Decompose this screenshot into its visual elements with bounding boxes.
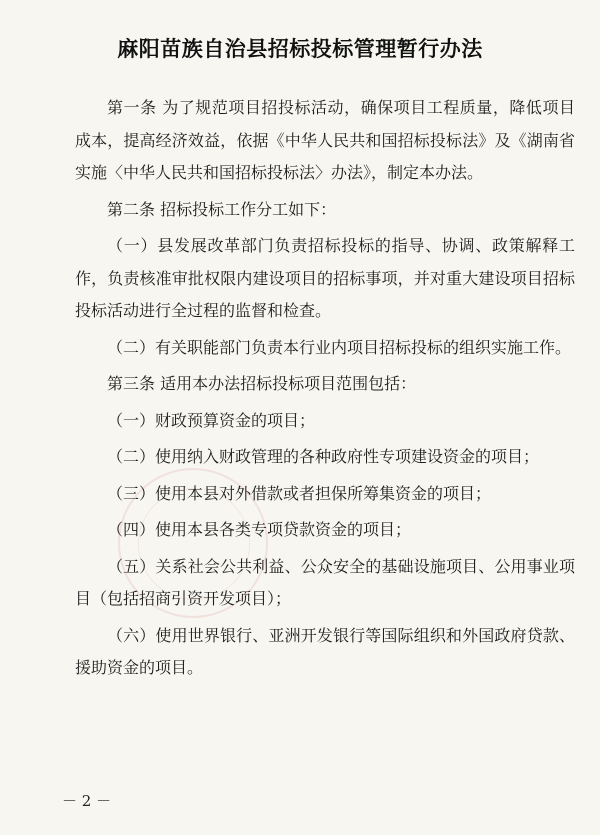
- article-3-item-6: （六）使用世界银行、亚洲开发银行等国际组织和外国政府贷款、援助资金的项目。: [75, 625, 575, 677]
- article-3-item-2: （二）使用纳入财政管理的各种政府性专项建设资金的项目；: [107, 447, 540, 466]
- article-3-item-5: （五）关系社会公共利益、公众安全的基础设施项目、公用事业项目（包括招商引资开发项目）；: [75, 556, 575, 608]
- article-3-item-1: （一）财政预算资金的项目；: [107, 410, 316, 430]
- article-2-item-1: （一）县发展改革部门负责招标投标的指导、协调、政策解释工作，负责核准审批权限内建设项目的招标事项，并对重大建设项目招标投标活动进行全过程的监督和检查。: [75, 236, 575, 320]
- document-title: 麻阳苗族自治县招标投标管理暂行办法: [117, 36, 483, 61]
- article-3-item-3: （三）使用本县对外借款或者担保所筹集资金的项目；: [107, 483, 492, 503]
- article-3-item-4: （四）使用本县各类专项贷款资金的项目；: [107, 520, 412, 539]
- page-number: － 2 －: [62, 792, 112, 810]
- article-2-item-2: （二）有关职能部门负责本行业内项目招标投标的组织实施工作。: [107, 337, 572, 357]
- article-2: 第二条 招标投标工作分工如下：: [107, 199, 337, 219]
- document-body: [75, 92, 575, 689]
- article-1: 第一条 为了规范项目招投标活动，确保项目工程质量，降低项目成本，提高经济效益，依据《中华人民共和国招标投标法》及《湖南省实施〈中华人民共和国招标投标法〉办法》，制定本办法。: [75, 98, 575, 182]
- article-3: 第三条 适用本办法招标投标项目范围包括：: [107, 374, 417, 393]
